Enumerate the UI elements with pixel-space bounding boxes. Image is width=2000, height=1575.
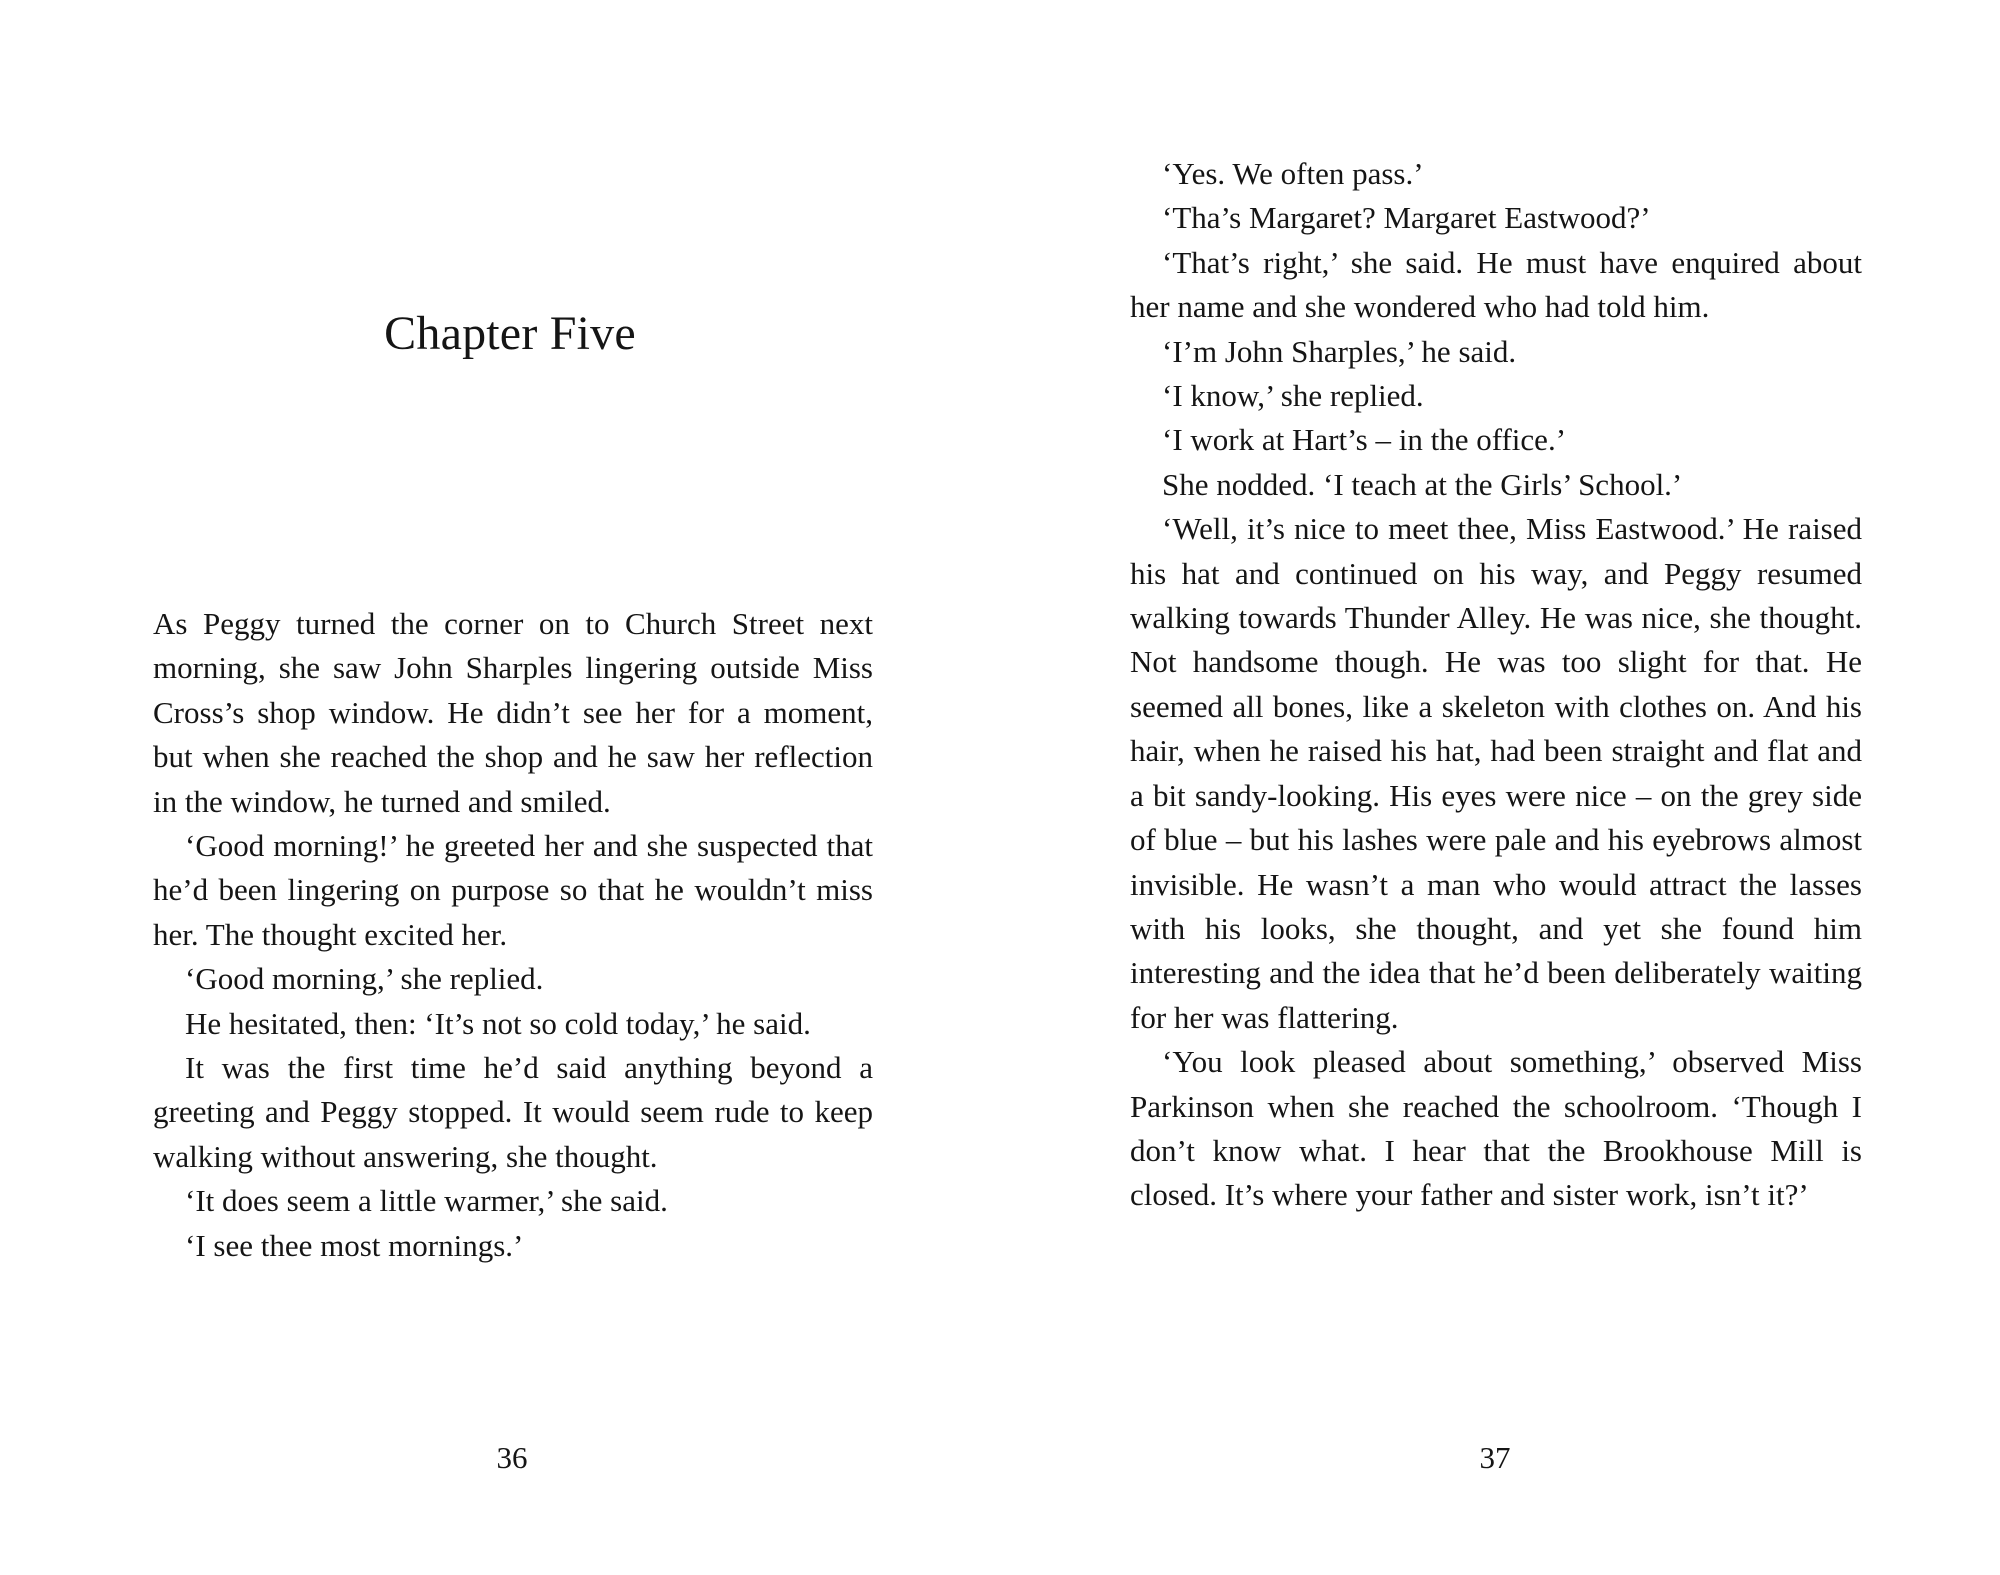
paragraph: ‘I work at Hart’s – in the office.’	[1162, 422, 1567, 458]
paragraph: ‘It does seem a little warmer,’ she said.	[185, 1183, 668, 1219]
paragraph: ‘Tha’s Margaret? Margaret Eastwood?’	[1162, 200, 1651, 236]
paragraph: ‘I know,’ she replied.	[1162, 378, 1424, 414]
paragraph: ‘You look pleased about something,’ observed Miss Parkinson when she reached the schoolroom. ‘Though I don’t know what. I hear that the Brookhouse Mill is closed. It’s where your father and sister work, isn’t it?’	[1130, 1044, 1862, 1213]
paragraph: ‘Yes. We often pass.’	[1162, 156, 1424, 191]
chapter-title: Chapter Five	[384, 307, 636, 360]
paragraph: ‘That’s right,’ she said. He must have enquired about her name and she wondered who had told him.	[1130, 244, 1862, 325]
right-page-body	[1130, 152, 1862, 1218]
page-number-right: 37	[1479, 1440, 1511, 1475]
paragraph: ‘Well, it’s nice to meet thee, Miss Eastwood.’ He raised his hat and continued on his way, and Peggy resumed walking towards Thunder Alley. He was nice, she thought. Not handsome though. He was too slight for that. He seemed all bones, like a skeleton with clothes on. And his hair, when he raised his hat, had been straight and flat and a bit sandy-looking. His eyes were nice – on the grey side of blue – but his lashes were pale and his eyebrows almost invisible. He wasn’t a man who would attract the lasses with his looks, she thought, and yet she found him interesting and the idea that he’d been deliberately waiting for her was flattering.	[1130, 511, 1862, 1035]
paragraph: ‘Good morning!’ he greeted her and she suspected that he’d been lingering on purpose so that he wouldn’t miss her. The thought excited her.	[153, 828, 873, 952]
paragraph: ‘Good morning,’ she replied.	[185, 961, 544, 997]
paragraph: ‘I see thee most mornings.’	[185, 1227, 524, 1263]
paragraph: He hesitated, then: ‘It’s not so cold today,’ he said.	[185, 1005, 811, 1041]
page-number-left: 36	[496, 1440, 528, 1475]
left-page-body	[153, 602, 873, 1268]
paragraph: It was the first time he’d said anything beyond a greeting and Peggy stopped. It would seem rude to keep walking without answering, she thought.	[153, 1050, 873, 1174]
right-page	[1000, 0, 2000, 1575]
paragraph: As Peggy turned the corner on to Church Street next morning, she saw John Sharples lingering outside Miss Cross’s shop window. He didn’t see her for a moment, but when she reached the shop and he saw her reflection in the window, he turned and smiled.	[153, 606, 873, 819]
paragraph: She nodded. ‘I teach at the Girls’ School.’	[1162, 466, 1683, 502]
paragraph: ‘I’m John Sharples,’ he said.	[1162, 333, 1517, 369]
